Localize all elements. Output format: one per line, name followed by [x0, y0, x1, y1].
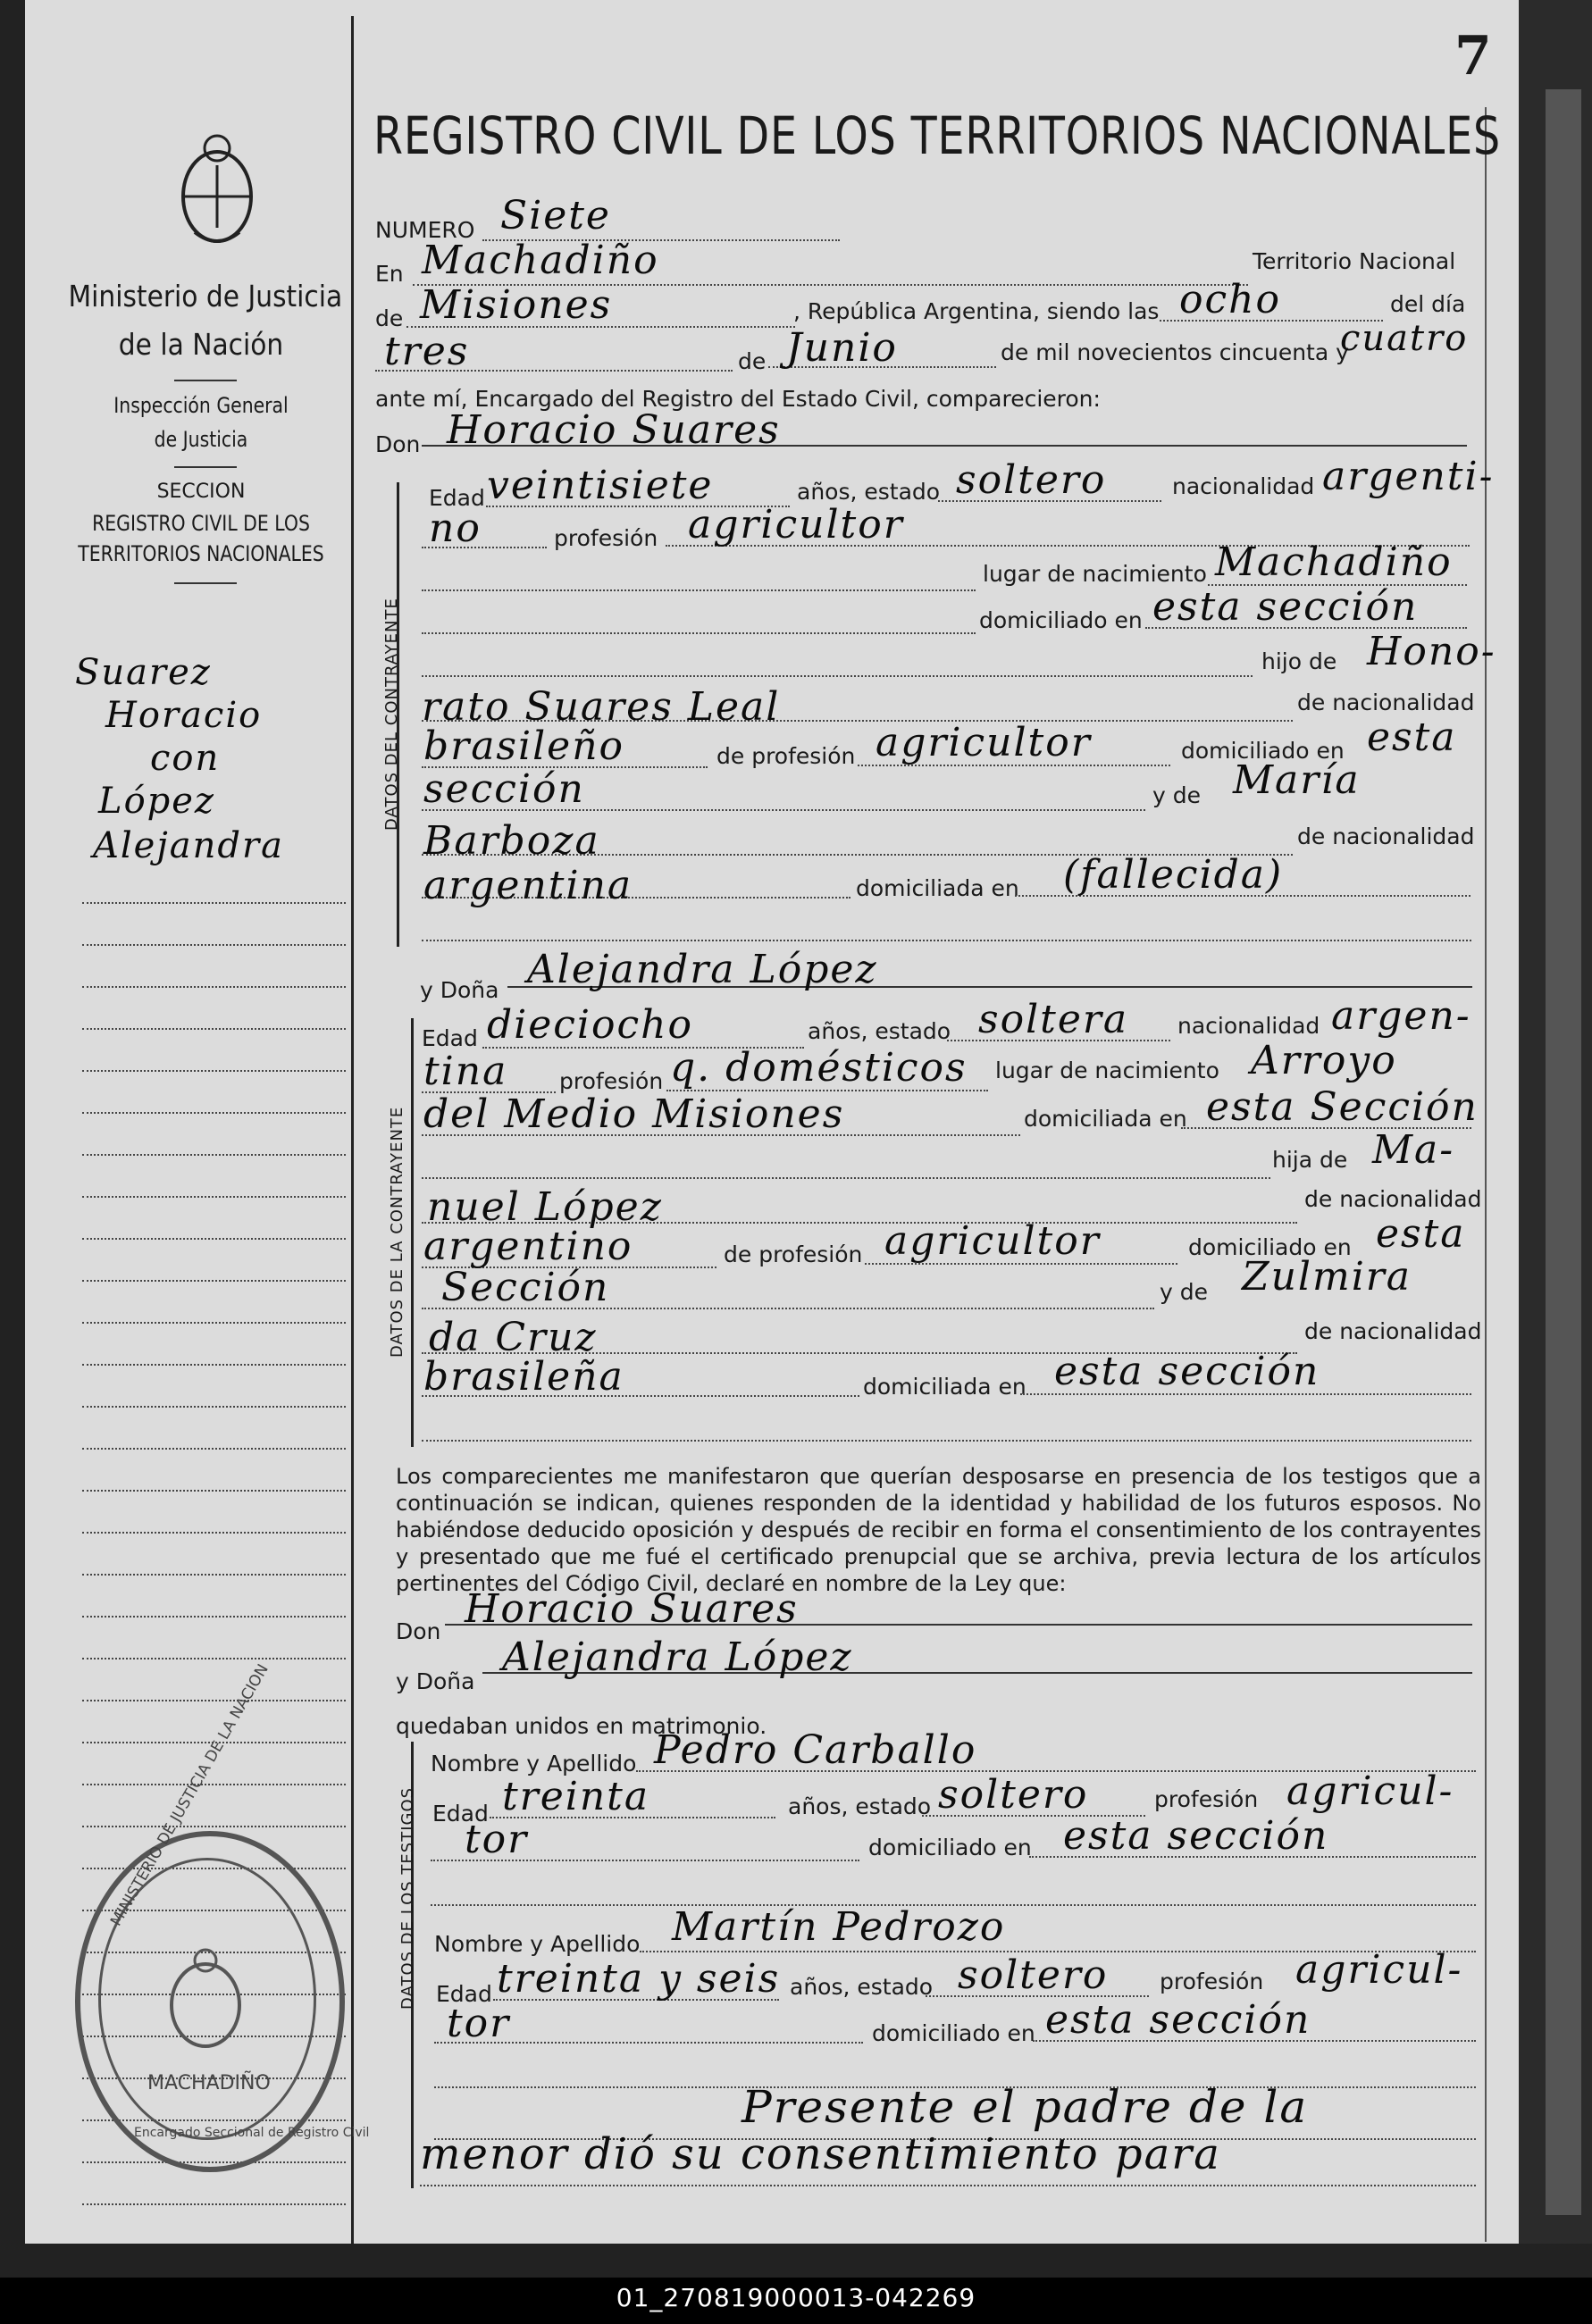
- groom-father-1: Hono-: [1367, 629, 1496, 674]
- sidebar-ruled-line: [82, 1322, 346, 1324]
- label-y-de: y de: [1160, 1279, 1208, 1305]
- bride-mother-dom: esta sección: [1054, 1349, 1320, 1394]
- label-de-profesion: de profesión: [716, 743, 856, 769]
- sidebar-ruled-line: [82, 1574, 346, 1576]
- witness2-estado: soltero: [958, 1952, 1109, 1998]
- witness2-edad: treinta y seis: [497, 1956, 781, 2002]
- label-profesion: profesión: [559, 1068, 664, 1094]
- label-de-mes: de: [738, 348, 767, 374]
- sidebar-ruled-line: [82, 1532, 346, 1534]
- section-line-2: REGISTRO CIVIL DE LOS: [92, 511, 310, 536]
- field-hora: ocho: [1179, 277, 1281, 322]
- groom-nacionalidad-2: no: [429, 506, 482, 551]
- label-hijo-de: hijo de: [1261, 648, 1337, 674]
- bride-mother-nac: brasileña: [423, 1354, 624, 1400]
- groom-estado: soltero: [956, 457, 1107, 503]
- witness1-dom: esta sección: [1063, 1813, 1329, 1859]
- witness1-nombre: Pedro Carballo: [654, 1727, 977, 1773]
- label-don: Don: [375, 431, 421, 457]
- closing-note-2: menor dió su consentimiento para: [420, 2129, 1221, 2179]
- label-republica: , República Argentina, siendo las: [793, 298, 1160, 324]
- margin-note-line: López: [98, 781, 215, 822]
- fill-line: [422, 940, 1471, 941]
- label-profesion: profesión: [1154, 1786, 1259, 1812]
- label-edad: Edad: [432, 1801, 489, 1827]
- bride-mother-2: da Cruz: [429, 1315, 598, 1360]
- inspection-line-2: de Justicia: [154, 427, 248, 452]
- groom-father-2: rato Suares Leal: [422, 684, 781, 730]
- groom-edad: veintisiete: [487, 463, 714, 508]
- margin-note-line: Suarez: [75, 652, 212, 693]
- bride-domicilio: esta Sección: [1206, 1084, 1479, 1130]
- fill-line: [422, 589, 976, 591]
- sidebar-ruled-line: [82, 902, 346, 904]
- sidebar-ruled-line: [82, 1658, 346, 1659]
- bride-nacionalidad-2: tina: [423, 1049, 508, 1094]
- groom-father-dom-2: sección: [423, 766, 585, 812]
- sidebar-ruled-line: [82, 1490, 346, 1492]
- page-title: REGISTRO CIVIL DE LOS TERRITORIOS NACIONALES: [373, 105, 1501, 166]
- sidebar-divider: [351, 16, 354, 2244]
- fill-line: [422, 1177, 1270, 1179]
- sidebar-ruled-line: [82, 1280, 346, 1282]
- closing-note-1: Presente el padre de la: [742, 2081, 1309, 2133]
- label-de: de: [375, 305, 404, 331]
- side-label-contrayenta: DATOS DE LA CONTRAYENTE: [388, 1106, 406, 1358]
- label-y-de: y de: [1152, 782, 1201, 808]
- label-domiciliada-en: domiciliada en: [863, 1374, 1026, 1400]
- bride-father-2: nuel López: [427, 1184, 663, 1230]
- section-line-3: TERRITORIOS NACIONALES: [78, 541, 324, 566]
- witness2-nombre: Martín Pedrozo: [672, 1904, 1006, 1950]
- groom-domicilio: esta sección: [1152, 584, 1419, 630]
- bride-lugar-2: del Medio Misiones: [423, 1091, 845, 1137]
- sidebar-ruled-line: [82, 1700, 346, 1701]
- groom-father-nac: brasileño: [423, 723, 625, 769]
- label-profesion: profesión: [554, 525, 658, 551]
- bride-nacionalidad-1: argen-: [1331, 993, 1471, 1039]
- label-numero: NUMERO: [375, 217, 475, 243]
- label-don: Don: [396, 1618, 441, 1644]
- label-edad: Edad: [422, 1025, 478, 1051]
- label-anos-estado: años, estado: [808, 1018, 951, 1044]
- witness2-prof-1: agricul-: [1295, 1947, 1463, 1993]
- sidebar-rule: [174, 582, 237, 584]
- bride-father-1: Ma-: [1372, 1127, 1455, 1173]
- page-number: 7: [1454, 25, 1492, 88]
- groom-profesion: agricultor: [688, 502, 904, 548]
- groom-father-prof: agricultor: [876, 720, 1092, 765]
- field-de: Misiones: [420, 282, 613, 328]
- label-lugar-nacimiento: lugar de nacimiento: [995, 1058, 1219, 1083]
- sidebar-rule: [174, 380, 237, 381]
- right-border: [1485, 107, 1487, 2242]
- field-mes: Junio: [786, 325, 898, 371]
- label-hija-de: hija de: [1272, 1147, 1348, 1173]
- groom-mother-1: María: [1233, 757, 1361, 803]
- witness2-prof-2: tor: [447, 2001, 511, 2046]
- bride-father-nac: argentino: [423, 1224, 633, 1269]
- fill-line: [422, 675, 1253, 677]
- witness1-estado: soltero: [938, 1772, 1089, 1818]
- side-label-contrayente: DATOS DEL CONTRAYENTE: [382, 598, 401, 831]
- field-numero: Siete: [500, 193, 611, 238]
- label-anos-estado: años, estado: [797, 479, 941, 505]
- label-ante: ante mí, Encargado del Registro del Estado Civil, comparecieron:: [375, 386, 1101, 412]
- sidebar-ruled-line: [82, 1154, 346, 1156]
- bride-bracket: [411, 1018, 414, 1447]
- bride-lugar-1: Arroyo: [1251, 1038, 1397, 1083]
- groom-mother-dom: (fallecida): [1063, 852, 1284, 898]
- margin-note-line: Alejandra: [93, 825, 284, 866]
- bride-father-prof: agricultor: [884, 1218, 1101, 1264]
- field-dona: Alejandra López: [527, 947, 878, 992]
- label-domiciliada-en: domiciliada en: [856, 875, 1019, 901]
- label-del-dia: del día: [1390, 291, 1466, 317]
- sidebar-ruled-line: [82, 1028, 346, 1030]
- inspection-line-1: Inspección General: [113, 393, 289, 418]
- label-y-dona: y Doña: [420, 977, 499, 1003]
- declare-dona: Alejandra López: [502, 1634, 853, 1680]
- book-binding-edge: [1519, 0, 1592, 2244]
- fill-line: [422, 632, 976, 634]
- bride-profesion: q. domésticos: [670, 1045, 968, 1091]
- groom-nacionalidad-1: argenti-: [1322, 454, 1495, 499]
- field-don: Horacio Suares: [447, 407, 781, 453]
- image-id-label: 01_270819000013-042269: [616, 2283, 976, 2312]
- sidebar-ruled-line: [82, 1196, 346, 1198]
- label-de-profesion: de profesión: [724, 1241, 863, 1267]
- label-domiciliado-en: domiciliado en: [979, 607, 1143, 633]
- sidebar-ruled-line: [82, 2203, 346, 2205]
- seal-center-text: MACHADIÑO: [147, 2072, 271, 2094]
- label-edad: Edad: [436, 1981, 492, 2007]
- ministry-line-1: Ministerio de Justicia: [68, 279, 343, 313]
- margin-note-line: Horacio: [105, 695, 263, 736]
- label-y-dona: y Doña: [396, 1668, 475, 1694]
- label-nacionalidad: nacionalidad: [1172, 473, 1315, 499]
- witness2-dom: esta sección: [1045, 1997, 1311, 2043]
- sidebar-ruled-line: [82, 1448, 346, 1450]
- label-territorio: Territorio Nacional: [1253, 248, 1456, 274]
- label-domiciliado-en: domiciliado en: [868, 1835, 1032, 1860]
- label-profesion: profesión: [1160, 1969, 1264, 1994]
- witness1-prof-2: tor: [465, 1817, 529, 1862]
- label-nombre-apellido: Nombre y Apellido: [431, 1751, 637, 1776]
- label-de-nacionalidad: de nacionalidad: [1297, 690, 1475, 715]
- field-en: Machadiño: [422, 238, 659, 283]
- witness1-prof-1: agricul-: [1286, 1768, 1454, 1814]
- label-de-nacionalidad: de nacionalidad: [1297, 823, 1475, 849]
- label-domiciliado-en: domiciliado en: [872, 2020, 1035, 2046]
- coat-of-arms-icon: [168, 125, 266, 250]
- label-nacionalidad: nacionalidad: [1177, 1013, 1320, 1039]
- fill-line: [420, 2185, 1476, 2186]
- fill-line: [422, 1440, 1471, 1442]
- label-edad: Edad: [429, 485, 485, 511]
- groom-mother-2: Barboza: [423, 818, 600, 864]
- bride-edad: dieciocho: [487, 1002, 693, 1048]
- field-anio: cuatro: [1340, 318, 1469, 359]
- label-lugar-nacimiento: lugar de nacimiento: [983, 561, 1207, 587]
- section-line-1: SECCION: [156, 481, 246, 503]
- field-dia: tres: [384, 329, 470, 374]
- groom-mother-nac: argentina: [423, 863, 633, 908]
- side-label-testigos: DATOS DE LOS TESTIGOS: [398, 1786, 417, 2010]
- binding-strip: [1546, 89, 1581, 2215]
- groom-father-dom-1: esta: [1367, 715, 1457, 760]
- ministry-line-2: de la Nación: [118, 327, 284, 362]
- sidebar-ruled-line: [82, 1616, 346, 1618]
- groom-lugar: Machadiño: [1215, 539, 1453, 585]
- sidebar-ruled-line: [82, 1070, 346, 1072]
- bride-father-dom-1: esta: [1376, 1211, 1466, 1257]
- seal-text: MINISTERIO DE JUSTICIA DE LA NACION: [107, 1660, 272, 1929]
- declaration-paragraph: Los comparecientes me manifestaron que querían desposarse en presencia de los testigos que a continuación se indican, quienes responden de la identidad y habilidad de los futuros esposos. No habiéndose deducido oposición y después de recibir en forma el consentimiento de los contrayentes y presentado que me fué el certificado prenupcial que se archiva, previa lectura de los artículos pertinentes del Código Civil, declaré en nombre de la Ley que:: [396, 1464, 1481, 1596]
- sidebar-ruled-line: [82, 1364, 346, 1366]
- sidebar-ruled-line: [82, 986, 346, 988]
- label-domiciliada-en: domiciliada en: [1024, 1106, 1187, 1132]
- bride-father-dom-2: Sección: [441, 1265, 610, 1310]
- sidebar-rule: [174, 466, 237, 468]
- seal-coat-of-arms-icon: [161, 1947, 250, 2054]
- sidebar-ruled-line: [82, 1112, 346, 1114]
- label-anos-estado: años, estado: [790, 1974, 934, 2000]
- label-nombre-apellido: Nombre y Apellido: [434, 1931, 641, 1957]
- seal-bottom-text: Encargado Seccional de Registro Civil: [134, 2126, 370, 2140]
- label-en: En: [375, 261, 404, 287]
- margin-note-line: con: [150, 738, 221, 779]
- bride-estado: soltera: [978, 997, 1129, 1042]
- label-anos-estado: años, estado: [788, 1793, 932, 1819]
- sidebar-ruled-line: [82, 1238, 346, 1240]
- label-quedaban: quedaban unidos en matrimonio.: [396, 1713, 767, 1739]
- bride-mother-1: Zulmira: [1242, 1254, 1412, 1300]
- sidebar-ruled-line: [82, 944, 346, 946]
- label-de-nacionalidad: de nacionalidad: [1304, 1318, 1482, 1344]
- sidebar-ruled-line: [82, 1826, 346, 1827]
- sidebar-ruled-line: [82, 1784, 346, 1785]
- label-domiciliado-en: domiciliado en: [1188, 1234, 1352, 1260]
- sidebar-ruled-line: [82, 1406, 346, 1408]
- label-de-nacionalidad: de nacionalidad: [1304, 1186, 1482, 1212]
- label-domiciliado-en: domiciliado en: [1181, 738, 1345, 764]
- declare-don: Horacio Suares: [465, 1586, 799, 1632]
- label-mil: de mil novecientos cincuenta y: [1001, 339, 1349, 365]
- witness1-edad: treinta: [502, 1774, 650, 1819]
